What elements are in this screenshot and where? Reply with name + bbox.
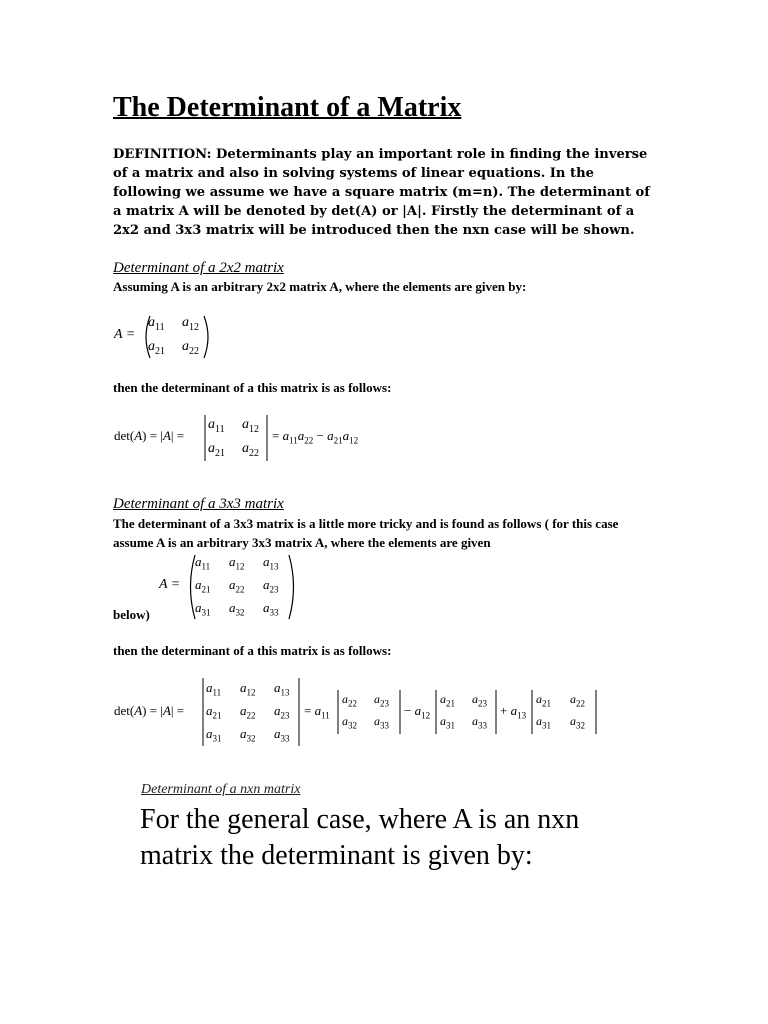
det-3x3-lhs: det(A) = |A| = — [114, 703, 185, 718]
c1-a23: $a_{23}$ — [374, 692, 389, 709]
matrix-3x3-equation — [155, 552, 305, 622]
elem-a11: $a_{11}$ — [148, 315, 165, 333]
cofactor-a12: − $a_{12}$ — [404, 703, 431, 721]
c1-a22: $a_{22}$ — [342, 692, 357, 709]
intro-2x2: Assuming A is an arbitrary 2x2 matrix A, where the elements are given by: — [113, 279, 527, 294]
det-2x2-a11: $a_{11}$ — [208, 417, 225, 435]
then-2x2: then the determinant of a this matrix is as follows: — [113, 380, 392, 395]
d3-a31: $a_{31}$ — [206, 726, 222, 744]
d3-a11: $a_{11}$ — [206, 680, 222, 698]
c1-a32: $a_{32}$ — [342, 714, 357, 731]
d3-a32: $a_{32}$ — [240, 726, 256, 744]
page-title: The Determinant of a Matrix — [113, 92, 462, 123]
matrix-2x2-lhs: A = — [114, 327, 136, 342]
det-3x3-bars — [112, 676, 612, 748]
c2-a23: $a_{23}$ — [472, 692, 487, 709]
c1-a33: $a_{33}$ — [374, 714, 389, 731]
d3-a21: $a_{21}$ — [206, 703, 222, 721]
d3-a22: $a_{22}$ — [240, 703, 256, 721]
c2-a21: $a_{21}$ — [440, 692, 455, 709]
d3-a33: $a_{33}$ — [274, 726, 290, 744]
elem-a21: $a_{21}$ — [148, 339, 165, 357]
heading-nxn: Determinant of a nxn matrix — [141, 782, 301, 797]
cofactor-a13: + $a_{13}$ — [500, 703, 527, 721]
matrix-2x2-equation — [112, 312, 222, 362]
det-3x3-equation — [112, 676, 612, 748]
matrix-3x3-lhs: A = — [159, 577, 181, 592]
heading-3x3: Determinant of a 3x3 matrix — [113, 496, 284, 512]
m3-a33: $a_{33}$ — [263, 600, 279, 618]
d3-a23: $a_{23}$ — [274, 703, 290, 721]
elem-a22: $a_{22}$ — [182, 339, 199, 357]
det-2x2-equation — [112, 413, 402, 463]
m3-a21: $a_{21}$ — [195, 577, 211, 595]
c2-a33: $a_{33}$ — [472, 714, 487, 731]
d3-a13: $a_{13}$ — [274, 680, 290, 698]
det-2x2-rhs: = $a_{11}a_{22} - a_{21}a_{12}$ — [272, 428, 359, 446]
det-2x2-lhs: det(A) = |A| = — [114, 428, 185, 443]
m3-a13: $a_{13}$ — [263, 554, 279, 572]
nxn-text: For the general case, where A is an nxn matrix the determinant is given by: — [140, 804, 580, 871]
m3-a12: $a_{12}$ — [229, 554, 245, 572]
m3-a11: $a_{11}$ — [195, 554, 211, 572]
m3-a32: $a_{32}$ — [229, 600, 245, 618]
c3-a32: $a_{32}$ — [570, 714, 585, 731]
elem-a12: $a_{12}$ — [182, 315, 199, 333]
c3-a31: $a_{31}$ — [536, 714, 551, 731]
definition-paragraph: DEFINITION: Determinants play an important role in finding the inverse of a matrix and also in solving systems of linear equations. In the following we assume we have a square matrix (m=n). The determinant of a matrix A will be denoted by det(A) or |A|. Firstly the determinant of a 2x2 and 3x3 matrix will be introduced then the nxn case will be shown. — [113, 147, 650, 238]
below-text: below) — [113, 607, 150, 622]
c2-a31: $a_{31}$ — [440, 714, 455, 731]
m3-a23: $a_{23}$ — [263, 577, 279, 595]
then-3x3: then the determinant of a this matrix is as follows: — [113, 643, 392, 658]
cofactor-a11: = $a_{11}$ — [304, 703, 330, 721]
intro-3x3: The determinant of a 3x3 matrix is a little more tricky and is found as follows ( for this case assume A is an arbitrary 3x3 matrix A, where the elements are given — [113, 516, 619, 550]
matrix-2x2-parens — [112, 312, 222, 362]
c3-a21: $a_{21}$ — [536, 692, 551, 709]
det-2x2-a22: $a_{22}$ — [242, 441, 259, 459]
det-2x2-a21: $a_{21}$ — [208, 441, 225, 459]
det-2x2-a12: $a_{12}$ — [242, 417, 259, 435]
m3-a31: $a_{31}$ — [195, 600, 211, 618]
m3-a22: $a_{22}$ — [229, 577, 245, 595]
heading-2x2: Determinant of a 2x2 matrix — [113, 260, 284, 276]
c3-a22: $a_{22}$ — [570, 692, 585, 709]
d3-a12: $a_{12}$ — [240, 680, 256, 698]
